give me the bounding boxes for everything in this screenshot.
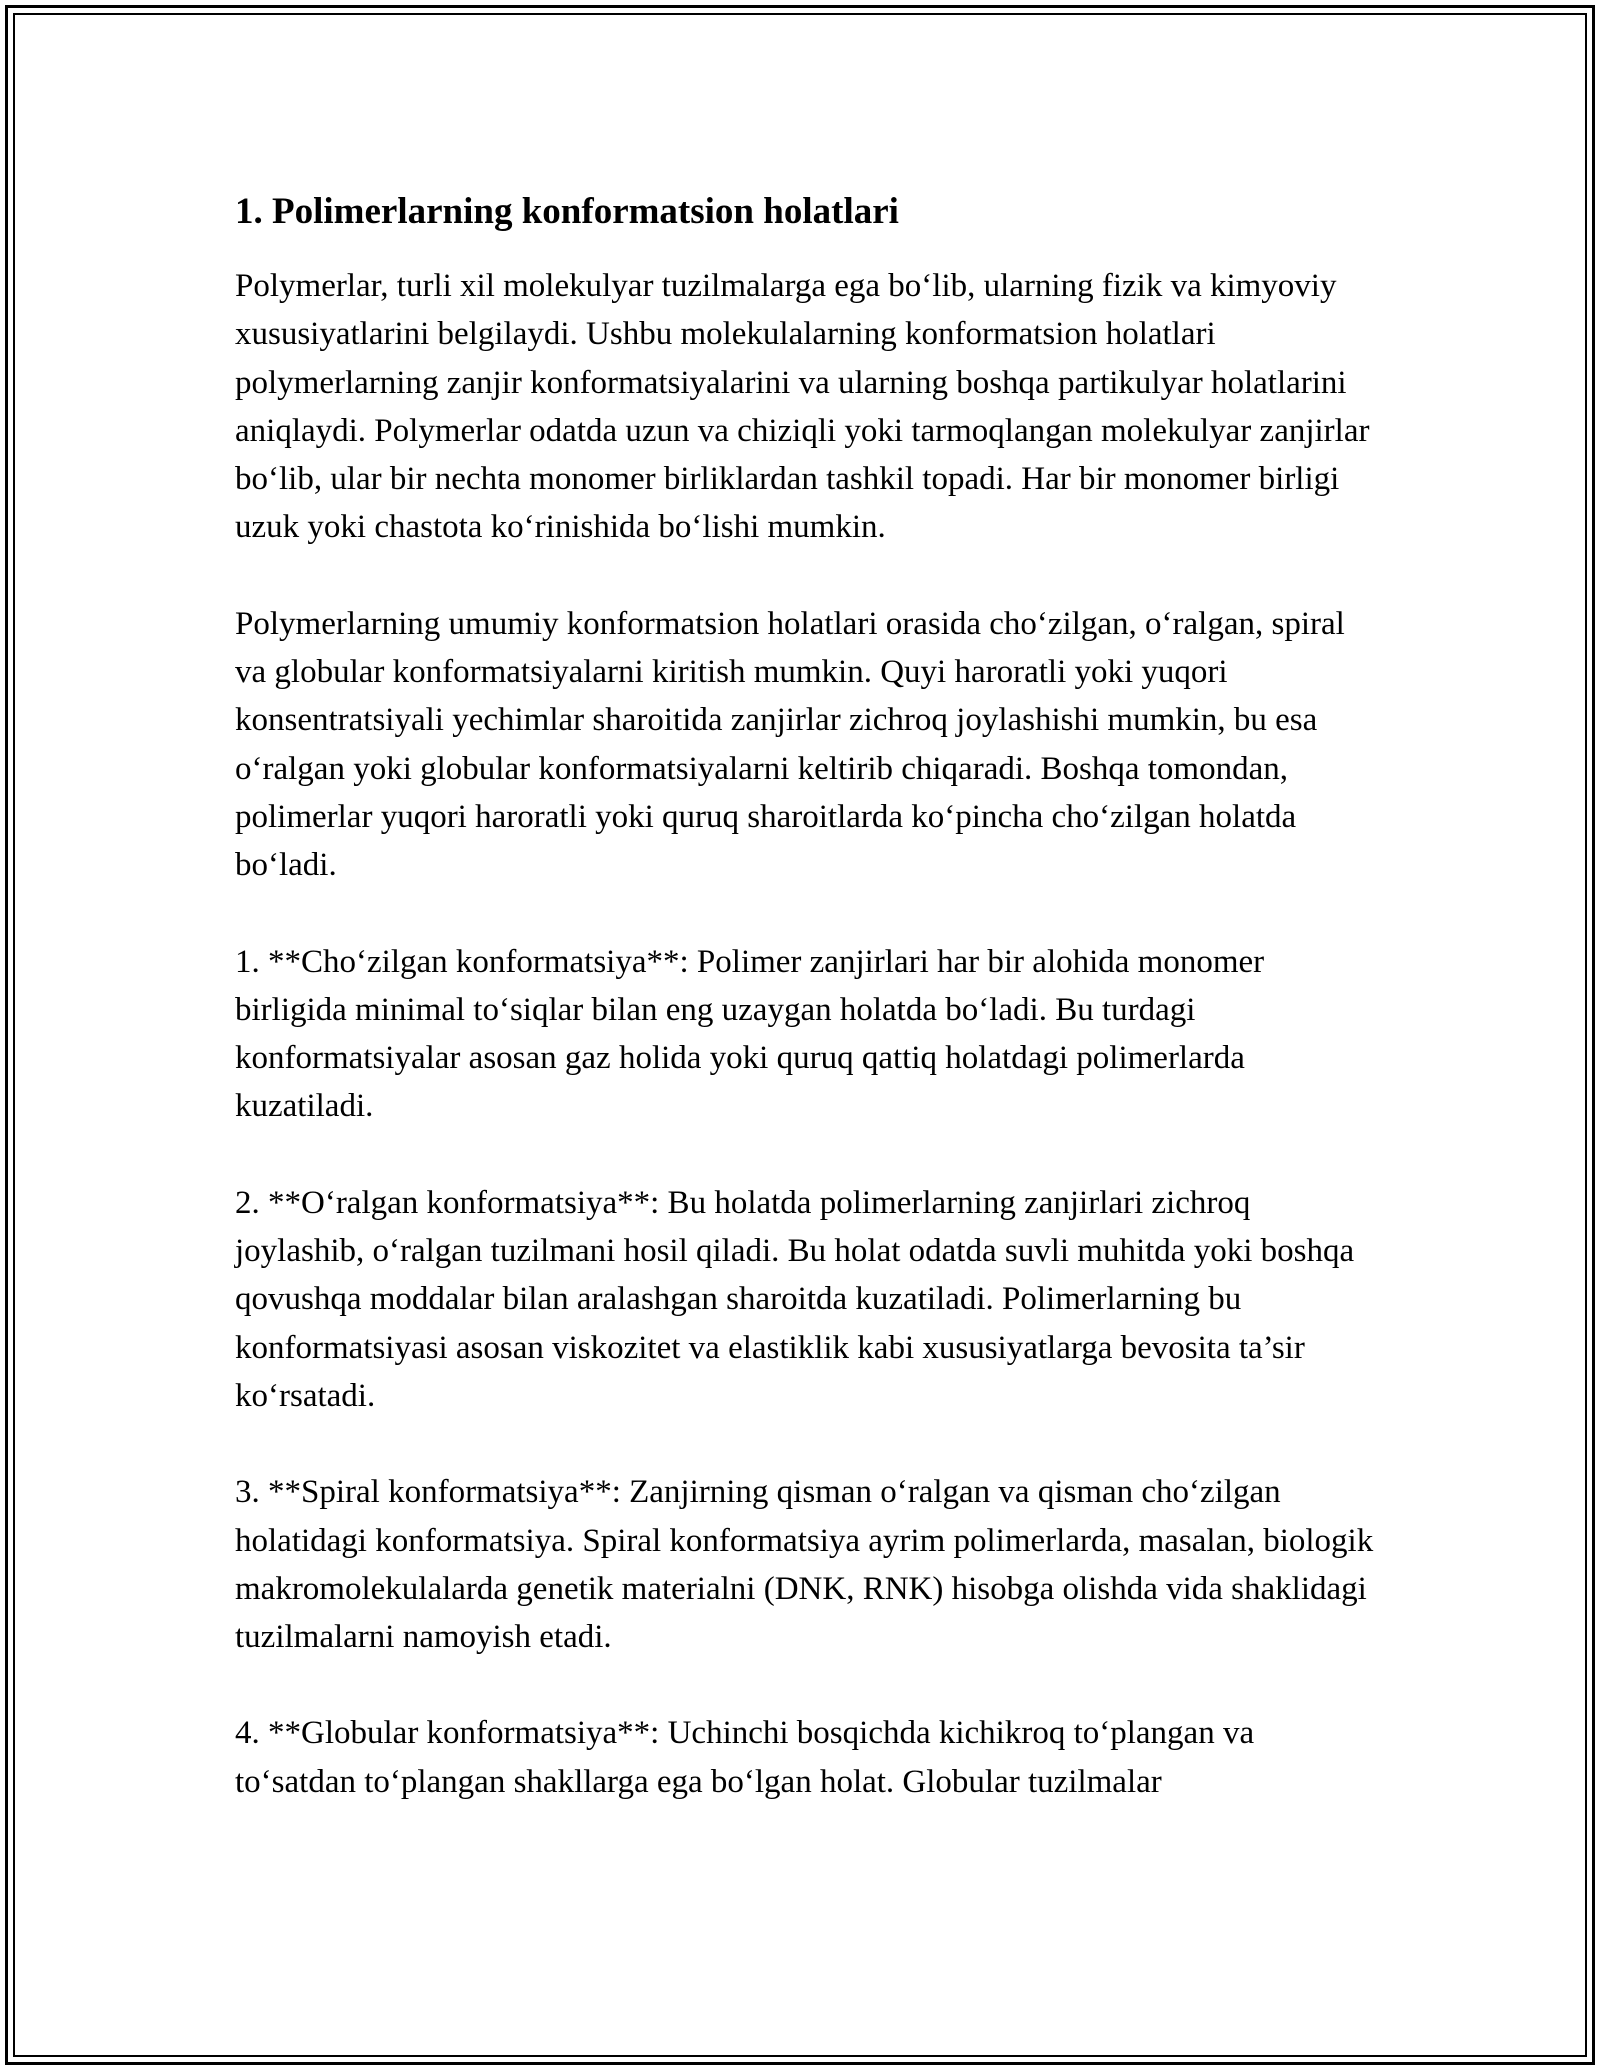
document-body (235, 186, 1375, 1806)
section-heading: 1. Polimerlarning konformatsion holatlari (235, 191, 899, 232)
paragraph-intro: Polymerlar, turli xil molekulyar tuzilmalarga ega bo‘lib, ularning fizik va kimyoviy xususiyatlarini belgilaydi. Ushbu molekulalarning konformatsion holatlari polymerlarning zanjir konformatsiyalarini va ularning boshqa partikulyar holatlarini aniqlaydi. Polymerlar odatda uzun va chiziqli yoki tarmoqlangan molekulyar zanjirlar bo‘lib, ular bir nechta monomer birliklardan tashkil topadi. Har bir monomer birligi uzuk yoki chastota ko‘rinishida bo‘lishi mumkin. (235, 268, 1370, 546)
paragraph-item-1: 1. **Cho‘zilgan konformatsiya**: Polimer zanjirlari har bir alohida monomer birligida minimal to‘siqlar bilan eng uzaygan holatda bo‘ladi. Bu turdagi konformatsiyalar asosan gaz holida yoki quruq qattiq holatdagi polimerlarda kuzatiladi. (235, 943, 1265, 1125)
paragraph-overview: Polymerlarning umumiy konformatsion holatlari orasida cho‘zilgan, o‘ralgan, spiral va globular konformatsiyalarni kiritish mumkin. Quyi haroratli yoki yuqori konsentratsiyali yechimlar sharoitida zanjirlar zichroq joylashishi mumkin, bu esa o‘ralgan yoki globular konformatsiyalarni keltirib chiqaradi. Boshqa tomondan, polimerlar yuqori haroratli yoki quruq sharoitlarda ko‘pincha cho‘zilgan holatda bo‘ladi. (235, 605, 1345, 884)
paragraph-item-4: 4. **Globular konformatsiya**: Uchinchi bosqichda kichikroq to‘plangan va to‘satdan to‘plangan shakllarga ega bo‘lgan holat. Globular tuzilmalar (235, 1715, 1255, 1800)
paragraph-item-2: 2. **O‘ralgan konformatsiya**: Bu holatda polimerlarning zanjirlari zichroq joylashib, o‘ralgan tuzilmani hosil qiladi. Bu holat odatda suvli muhitda yoki boshqa qovushqa moddalar bilan aralashgan sharoitda kuzatiladi. Polimerlarning bu konformatsiyasi asosan viskozitet va elastiklik kabi xususiyatlarga bevosita ta’sir ko‘rsatadi. (235, 1184, 1355, 1414)
paragraph-item-3: 3. **Spiral konformatsiya**: Zanjirning qisman o‘ralgan va qisman cho‘zilgan holatidagi konformatsiya. Spiral konformatsiya ayrim polimerlarda, masalan, biologik makromolekulalarda genetik materialni (DNK, RNK) hisobga olishda vida shaklidagi tuzilmalarni namoyish etadi. (235, 1474, 1374, 1656)
